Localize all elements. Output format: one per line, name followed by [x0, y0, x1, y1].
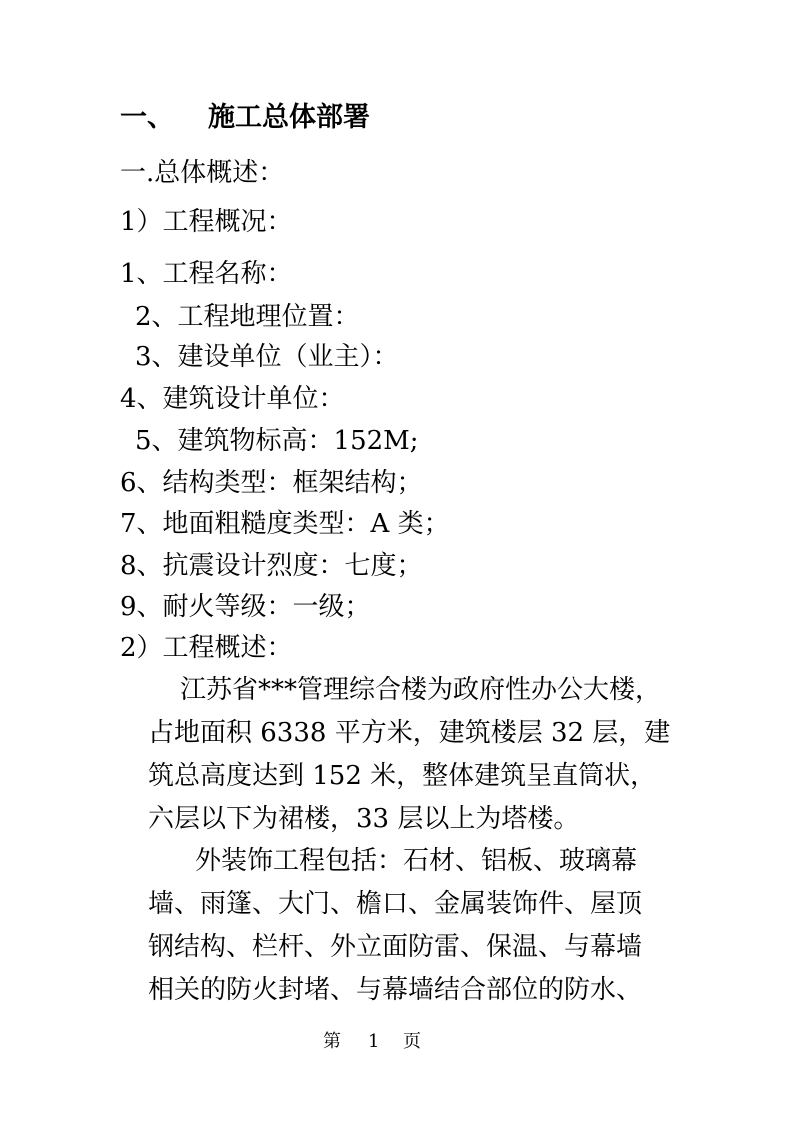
item-project-description: 2）工程概述： [120, 633, 293, 663]
paragraph-line: 相关的防火封堵、与幕墙结合部位的防水、 [148, 975, 643, 1005]
subsection-overview: 一.总体概述： [120, 158, 285, 188]
paragraph-line: 占地面积 6338 平方米，建筑楼层 32 层，建 [148, 718, 671, 748]
page-label-suffix: 页 [403, 1031, 421, 1052]
list-item: 5、建筑物标高：152M; [135, 426, 419, 456]
paragraph-line: 江苏省***管理综合楼为政府性办公大楼， [180, 675, 662, 705]
list-item: 8、抗震设计烈度：七度； [120, 551, 423, 581]
paragraph-line: 外装饰工程包括：石材、铝板、玻璃幕 [195, 846, 638, 876]
list-item: 6、结构类型：框架结构； [120, 468, 423, 498]
paragraph-line: 筑总高度达到 152 米，整体建筑呈直筒状， [148, 761, 657, 791]
list-item: 4、建筑设计单位： [120, 384, 345, 414]
section-title: 施工总体部署 [208, 102, 370, 133]
paragraph-line: 墙、雨篷、大门、檐口、金属装饰件、屋顶 [148, 889, 643, 919]
page-number: 1 [368, 1031, 380, 1052]
list-item: 9、耐火等级：一级； [120, 592, 371, 622]
item-project-overview: 1）工程概况： [120, 207, 293, 237]
list-item: 3、建设单位（业主）： [135, 342, 399, 372]
paragraph-line: 六层以下为裙楼，33 层以上为塔楼。 [148, 804, 580, 834]
section-heading [120, 102, 370, 134]
list-item: 1、工程名称： [120, 259, 293, 289]
list-item: 7、地面粗糙度类型：A 类； [120, 509, 450, 539]
paragraph-line: 钢结构、栏杆、外立面防雷、保温、与幕墙 [148, 932, 643, 962]
section-number: 一、 [120, 102, 174, 133]
page-label-prefix: 第 [323, 1031, 341, 1052]
list-item: 2、工程地理位置： [135, 302, 360, 332]
